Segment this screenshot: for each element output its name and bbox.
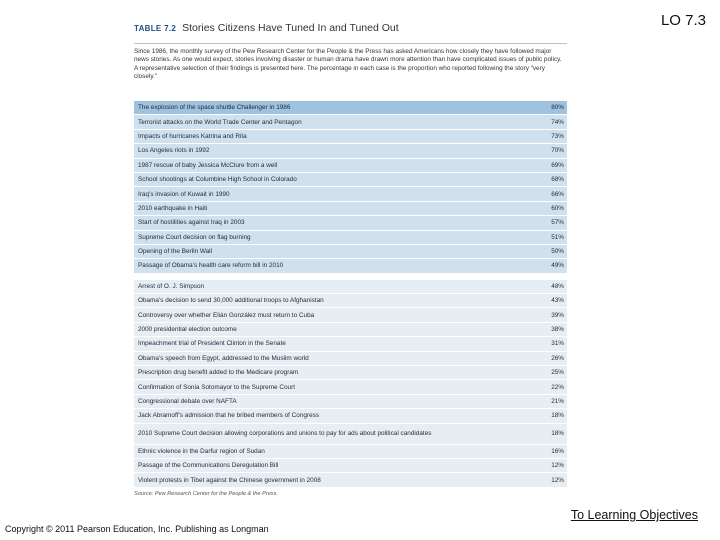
percent-cell: 25% <box>551 369 564 377</box>
high-attention-group <box>134 101 567 274</box>
title-divider <box>134 43 567 44</box>
percent-cell: 18% <box>551 412 564 420</box>
percent-cell: 18% <box>551 430 564 438</box>
story-cell: 2000 presidential election outcome <box>138 326 237 334</box>
percent-cell: 73% <box>551 132 564 140</box>
table-intro: Since 1986, the monthly survey of the Pew Research Center for the People & the Press has asked Americans how closely they have followed major news stories. As one would expect, stories involving disaster or human drama have drawn more attention than have complicated issues of public policy. A representative selection of their findings is presented here. The percentage in each case is the proportion who reported following the story “very closely.” <box>134 48 562 80</box>
percent-cell: 26% <box>551 354 564 362</box>
story-cell: School shootings at Columbine High School in Colorado <box>138 176 297 184</box>
story-cell: Jack Abramoff’s admission that he bribed members of Congress <box>138 412 320 420</box>
learning-objective-tag: LO 7.3 <box>660 12 706 29</box>
story-cell: Terrorist attacks on the World Trade Center and Pentagon <box>138 118 302 126</box>
story-cell: Violent protests in Tibet against the Chinese government in 2008 <box>138 476 321 484</box>
percent-cell: 39% <box>551 311 564 319</box>
table-title: Stories Citizens Have Tuned In and Tuned Out <box>182 22 399 34</box>
percent-cell: 31% <box>551 340 564 348</box>
story-cell: Controversy over whether Elián González must return to Cuba <box>138 311 315 319</box>
table-row <box>134 144 567 158</box>
percent-cell: 12% <box>551 476 564 484</box>
percent-cell: 60% <box>551 204 564 212</box>
table-row <box>134 187 567 201</box>
table-row <box>134 308 567 322</box>
story-cell: 1987 rescue of baby Jessica McClure from a well <box>138 161 278 169</box>
story-cell: Obama’s decision to send 30,000 additional troops to Afghanistan <box>138 297 324 305</box>
table-row <box>134 409 567 423</box>
story-cell: Passage of Obama’s health care reform bill in 2010 <box>138 262 284 270</box>
story-cell: Congressional debate over NAFTA <box>138 398 237 405</box>
table-row <box>134 130 567 144</box>
table-row <box>134 101 567 115</box>
table-row <box>134 445 567 459</box>
learning-objectives-link[interactable]: To Learning Objectives <box>570 508 698 522</box>
table-row <box>134 280 567 294</box>
table-rows <box>134 101 567 488</box>
table-row <box>134 323 567 337</box>
percent-cell: 49% <box>551 262 564 270</box>
table-source: Source: Pew Research Center for the People & the Press. <box>134 490 278 497</box>
story-cell: Arrest of O. J. Simpson <box>138 282 205 290</box>
percent-cell: 70% <box>551 147 564 155</box>
percent-cell: 66% <box>551 190 564 198</box>
table-row <box>134 366 567 380</box>
story-cell: Iraq’s invasion of Kuwait in 1990 <box>138 190 230 198</box>
story-cell: Confirmation of Sonia Sotomayor to the Supreme Court <box>138 383 296 391</box>
percent-cell: 38% <box>551 326 564 334</box>
copyright-notice: Copyright © 2011 Pearson Education, Inc. Publishing as Longman <box>5 524 269 534</box>
table-number: TABLE 7.2 <box>134 24 177 33</box>
table-row <box>134 294 567 308</box>
table-row <box>134 245 567 259</box>
percent-cell: 74% <box>551 118 564 126</box>
percent-cell: 80% <box>551 104 564 112</box>
table-row <box>134 352 567 366</box>
story-cell: Los Angeles riots in 1992 <box>138 147 210 155</box>
story-cell: Start of hostilities against Iraq in 2003 <box>138 219 245 227</box>
percent-cell: 69% <box>551 161 564 169</box>
table-row <box>134 337 567 351</box>
table-row <box>134 173 567 187</box>
story-cell: Ethnic violence in the Darfur region of Sudan <box>138 447 265 455</box>
table-row <box>134 216 567 230</box>
story-cell: 2010 Supreme Court decision allowing corporations and unions to pay for ads about political candidates <box>138 430 432 438</box>
percent-cell: 21% <box>551 398 564 405</box>
percent-cell: 43% <box>551 297 564 305</box>
table-row <box>134 159 567 173</box>
story-cell: Opening of the Berlin Wall <box>138 248 213 256</box>
percent-cell: 16% <box>551 447 564 455</box>
table-row <box>134 115 567 129</box>
story-cell: Impeachment trial of President Clinton in the Senate <box>138 340 286 348</box>
percent-cell: 12% <box>551 462 564 470</box>
table-row <box>134 231 567 245</box>
story-cell: 2010 earthquake in Haiti <box>138 204 208 212</box>
percent-cell: 22% <box>551 383 564 391</box>
story-cell: Impacts of hurricanes Katrina and Rita <box>138 132 247 140</box>
table-header <box>134 22 567 38</box>
table-row <box>134 424 567 445</box>
table-row <box>134 380 567 394</box>
story-cell: The explosion of the space shuttle Challenger in 1986 <box>138 104 291 112</box>
story-cell: Supreme Court decision on flag burning <box>138 233 251 241</box>
low-attention-group <box>134 280 567 488</box>
percent-cell: 57% <box>551 219 564 227</box>
story-cell: Passage of the Communications Deregulation Bill <box>138 462 279 470</box>
table-row <box>134 202 567 216</box>
story-cell: Obama’s speech from Egypt, addressed to the Muslim world <box>138 354 309 362</box>
story-cell: Prescription drug benefit added to the Medicare program <box>138 369 299 377</box>
percent-cell: 68% <box>551 176 564 184</box>
table-row <box>134 259 567 273</box>
percent-cell: 50% <box>551 248 564 256</box>
stories-table <box>134 22 567 497</box>
table-row <box>134 473 567 487</box>
percent-cell: 48% <box>551 282 564 290</box>
table-row <box>134 395 567 409</box>
table-row <box>134 459 567 473</box>
percent-cell: 51% <box>551 233 564 241</box>
